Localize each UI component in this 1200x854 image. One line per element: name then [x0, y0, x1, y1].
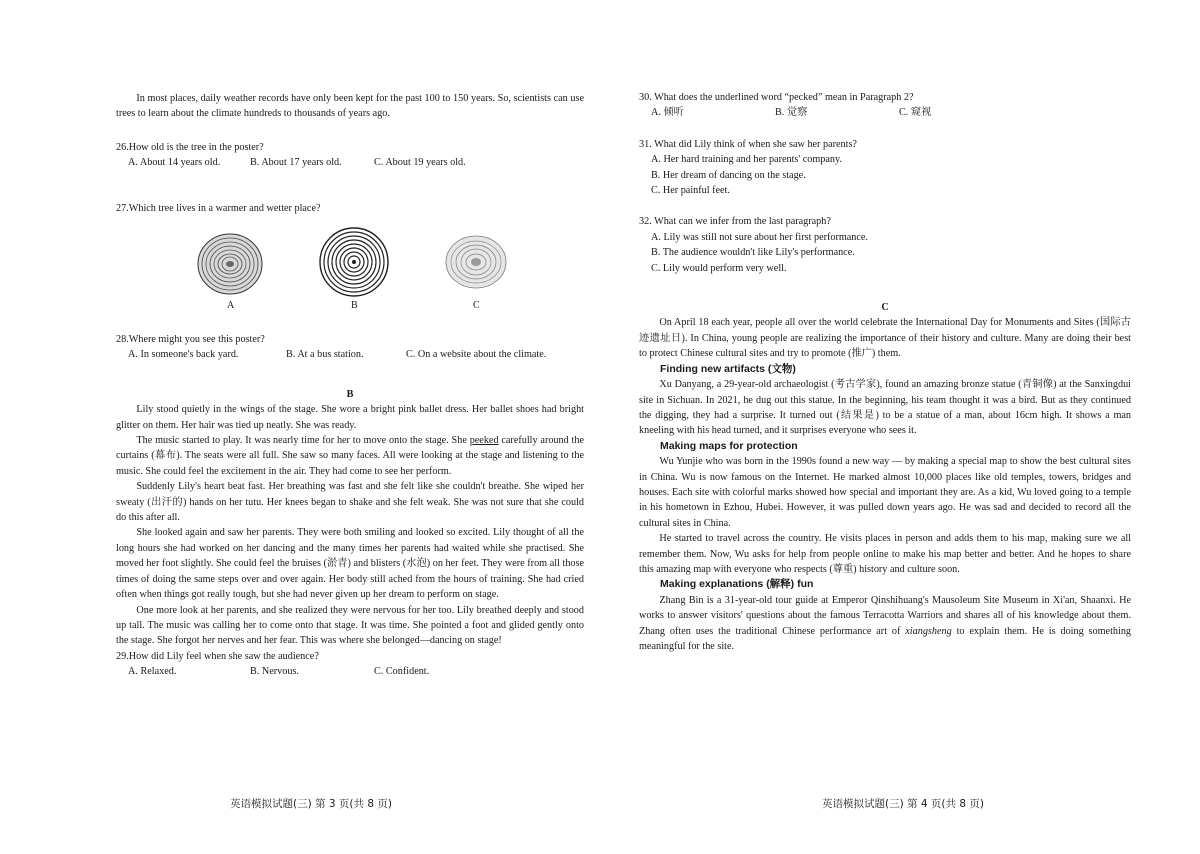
heading-finding-artifacts: Finding new artifacts (文物): [660, 362, 796, 375]
tree-a-image: [198, 234, 262, 294]
c-intro-paragraph: On April 18 each year, people all over the world celebrate the International Day for Monuments and Sites (国际古迹遗址日). In China, young people are realizing the importance of their history and culture. Many are doing their best to protect Chinese cultural sites and try to promote (推广) them.: [639, 317, 1131, 360]
q26-option-b[interactable]: B. About 17 years old.: [250, 157, 342, 169]
q28-option-c[interactable]: C. On a website about the climate.: [406, 349, 547, 361]
heading-explanations: Making explanations (解释) fun: [660, 578, 814, 591]
c-paragraph-zhang-post: to explain them. He is doing something meaningful for the site.: [639, 625, 1132, 652]
q29-stem: 29.How did Lily feel when she saw the audience?: [116, 650, 319, 662]
section-c-heading: C: [881, 302, 889, 314]
q30-stem: 30. What does the underlined word “pecked” mean in Paragraph 2?: [639, 92, 914, 103]
underlined-word-peeked: peeked: [469, 435, 499, 447]
q30-option-c[interactable]: C. 窥视: [899, 107, 932, 119]
q29-option-b[interactable]: B. Nervous.: [250, 666, 299, 678]
c-paragraph-zhang-pre: Zhang Bin is a 31-year-old tour guide at Emperor Qinshihuang's Mausoleum Site Museum in Xi'an, Shaanxi. He works to answer visitors' questions about the famous Terracotta Warriors and shares all of his knowledge about them. Zhang often uses the traditional Chinese performance art of: [639, 594, 1131, 637]
q26-option-a[interactable]: A. About 14 years old.: [128, 157, 221, 169]
right-page: [600, 0, 1200, 854]
q28-options: [116, 347, 584, 362]
c-paragraph-zhang: [639, 593, 1131, 655]
tree-rings-figure: [190, 224, 520, 320]
q29-option-c[interactable]: C. Confident.: [374, 666, 430, 678]
c-paragraph-wu: Wu Yunjie who was born in the 1990s found a new way — by making a special map to show the best cultural sites in China. Wu is now famous on the Internet. He marked almost 10,000 places like old temples, towers, bridges and houses. Each site with colorful marks showed how special and important they are. As a kid, Wu loved going to a temple in his hometown in Ezhou, Hubei. However, it was pulled down years ago. He was sad and decided to record all the cultural sites in China.: [639, 456, 1131, 529]
c-paragraph-xu: Xu Danyang, a 29-year-old archaeologist (考古学家), found an amazing bronze statue (青铜像) at the Sanxingdui site in Sichuan. In 2021, he dug out this statue. In the beginning, his team thought it was a bird. But as they continued the digging, they had a surprise. It turned out (结果是) to be a statue of a man, about 16cm high. It shows a man kneeling with his head turned, and it surprises everyone who sees it.: [639, 379, 1131, 437]
q32-option-a[interactable]: A. Lily was still not sure about her first performance.: [651, 231, 868, 243]
b-paragraph-2-post: carefully around the curtains (幕布). The seats were all full. She saw so many faces. All were looking at the stage and listening to the music. She could feel the excitement in the air. They had come to see her perform.: [116, 435, 584, 477]
q28-option-b[interactable]: B. At a bus station.: [286, 349, 364, 361]
q28-option-a[interactable]: A. In someone's back yard.: [128, 349, 239, 361]
b-paragraph-2: [116, 433, 584, 479]
q29-option-a[interactable]: A. Relaxed.: [128, 666, 177, 678]
left-column-lower: [116, 332, 584, 680]
q29-options: [116, 664, 584, 679]
q31-stem: 31. What did Lily think of when she saw her parents?: [639, 138, 857, 150]
q30-option-b[interactable]: B. 觉察: [775, 107, 808, 119]
b-paragraph-5: One more look at her parents, and she realized they were nervous for her too. Lily breathed deeply and stood up tall. The music was calling her to come onto that stage. It was time. She pointed a foot and glided gently onto the stage. She forgot her nerves and her fear. This was where she belonged—dancing on stage!: [116, 604, 584, 647]
b-paragraph-4: She looked again and saw her parents. They were both smiling and looked so excited. Lily thought of all the long hours she had worked on her dancing and the many times her parents had waited while she practised. She moved her foot slightly. She could feel the bruises (淤青) and blisters (水泡) on her feet. They were from all those times of doing the same steps over and over again. Her body still ached from the hours of training. She had cried often when things got really tough, but she had never given up her dream to perform on stage.: [116, 527, 584, 601]
intro-paragraph: In most places, daily weather records have only been kept for the past 100 to 150 years. So, scientists can use trees to learn about the climate hundreds to thousands of years ago.: [116, 93, 584, 120]
left-column: [116, 91, 584, 216]
q32-stem: 32. What can we infer from the last paragraph?: [639, 216, 831, 228]
tree-c-label[interactable]: C: [473, 300, 480, 311]
q31-option-a[interactable]: A. Her hard training and her parents' company.: [651, 154, 842, 166]
q26-options: [116, 155, 584, 170]
tree-b-image: [320, 228, 388, 296]
xiangsheng-term: xiangsheng: [905, 625, 952, 637]
q26-option-c[interactable]: C. About 19 years old.: [374, 157, 466, 169]
heading-making-maps: Making maps for protection: [660, 439, 798, 452]
left-page-footer: 英语模拟试题(三) 第 3 页(共 8 页): [230, 798, 392, 810]
q32-option-c[interactable]: C. Lily would perform very well.: [651, 262, 787, 274]
q26-stem: 26.How old is the tree in the poster?: [116, 141, 264, 153]
q27-stem: 27.Which tree lives in a warmer and wetter place?: [116, 202, 321, 214]
b-paragraph-1: Lily stood quietly in the wings of the stage. She wore a bright pink ballet dress. Her ballet shoes had bright glitter on them. Her hair was tied up neatly. She was ready.: [116, 404, 584, 431]
b-paragraph-2-pre: The music started to play. It was nearly time for her to move onto the stage. She: [136, 435, 470, 447]
q30-options: [639, 105, 1131, 120]
tree-c-image: [446, 236, 506, 288]
section-b-heading: B: [346, 388, 354, 400]
q31-option-c[interactable]: C. Her painful feet.: [651, 185, 730, 197]
right-page-footer: 英语模拟试题(三) 第 4 页(共 8 页): [822, 798, 984, 810]
q30-option-a[interactable]: A. 倾听: [651, 107, 684, 119]
b-paragraph-3: Suddenly Lily's heart beat fast. Her breathing was fast and she felt like she couldn't breathe. She wiped her sweaty (出汗的) hands on her tutu. Her knees began to shake and she felt weak. She was not sure that she could do this after all.: [116, 481, 584, 524]
tree-b-label[interactable]: B: [351, 300, 358, 311]
q31-option-b[interactable]: B. Her dream of dancing on the stage.: [651, 169, 806, 181]
q28-stem: 28.Where might you see this poster?: [116, 334, 265, 345]
right-column: [639, 90, 1131, 654]
c-paragraph-wu-2: He started to travel across the country. He visits places in person and adds them to his map, making sure we all remember them. Now, Wu asks for help from people online to make his map better and better. And he hopes to share this amazing map with everyone who respects (尊重) history and culture soon.: [639, 533, 1131, 575]
q32-option-b[interactable]: B. The audience wouldn't like Lily's performance.: [651, 247, 855, 259]
tree-a-label[interactable]: A: [227, 300, 235, 311]
